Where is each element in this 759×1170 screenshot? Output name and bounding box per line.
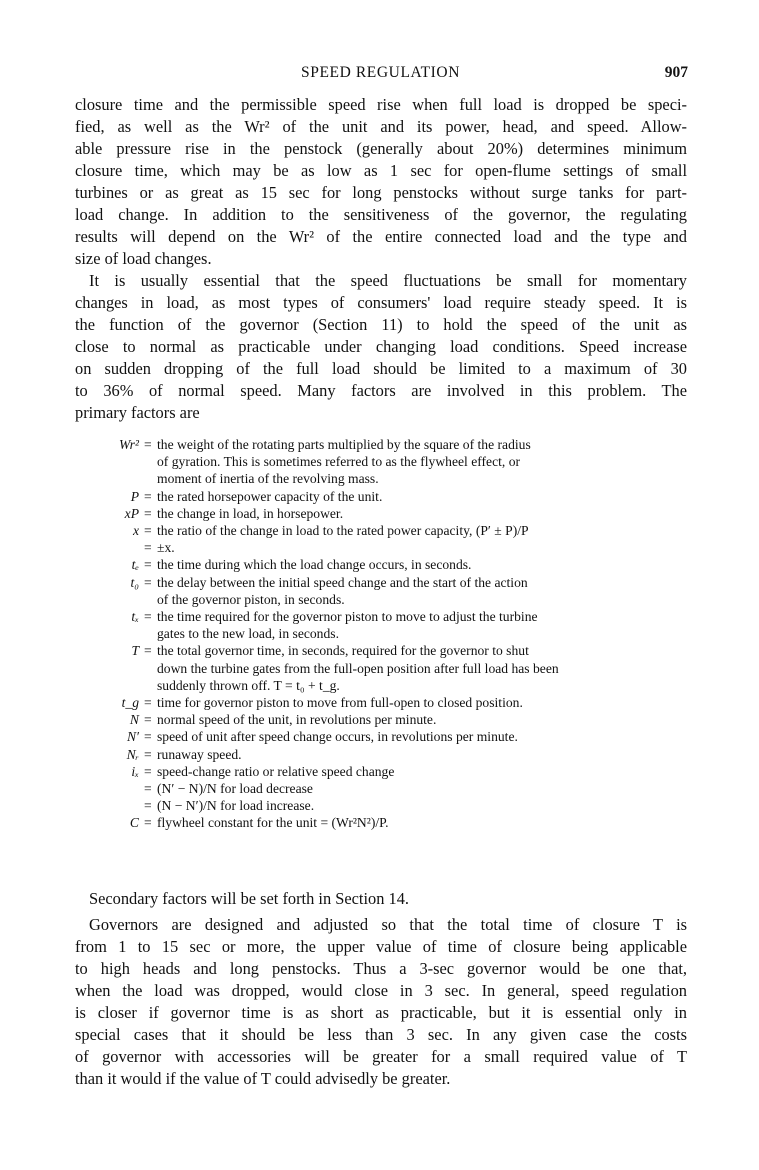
definition-item [75,711,687,728]
running-header [73,64,688,86]
definition-symbol: P [130,488,139,504]
text-line: fied, as well as the Wr² of the unit and its power, head, and speed. Allow- [75,117,687,136]
text-line: on sudden dropping of the full load should be limited to a maximum of 30 [75,359,687,378]
text-line: from 1 to 15 sec or more, the upper value of time of closure being applicable [75,937,687,956]
definition-item [75,763,687,815]
definition-text: suddenly thrown off. T = t₀ + t_g. [157,677,340,693]
definition-item [75,694,687,711]
definition-text: the change in load, in horsepower. [157,505,344,521]
definition-item [75,505,687,522]
definition-text: the rated horsepower capacity of the unit. [157,488,383,504]
equals-sign: = [144,505,152,521]
definition-symbol: N [129,712,139,728]
definition-text: of the governor piston, in seconds. [157,591,345,607]
text-line: close to normal as practicable under changing load conditions. Speed increase [75,337,687,356]
text-line: closure time, which may be as low as 1 sec for open-flume settings of small [75,161,687,180]
equals-sign: = [144,712,152,728]
definition-text: of gyration. This is sometimes referred to as the flywheel effect, or [157,454,521,470]
equals-sign: = [144,798,152,814]
definition-symbol: x [132,523,139,539]
equals-sign: = [144,488,152,504]
definition-continuation [144,797,687,814]
definition-item [75,488,687,505]
definition-symbol: tₓ [131,609,139,625]
definition-item [75,556,687,573]
equals-sign: = [144,523,152,539]
text-line: closure time and the permissible speed rise when full load is dropped be speci- [75,95,687,114]
definition-text: the ratio of the change in load to the rated power capacity, (P′ ± P)/P [157,523,529,539]
text-line: to 36% of normal speed. Many factors are involved in this problem. The [75,381,687,400]
definition-text: gates to the new load, in seconds. [157,626,339,642]
definition-symbol: iₓ [131,763,139,779]
text-line: special cases that it should be less than 3 sec. In any given case the costs [75,1025,687,1044]
definition-item [75,728,687,745]
definition-text: (N′ − N)/N for load decrease [157,781,313,797]
definition-symbol: Nᵣ [126,746,139,762]
equals-sign: = [144,815,152,831]
definition-text: flywheel constant for the unit = (Wr²N²)/P. [157,815,389,831]
equals-sign: = [144,437,152,452]
paragraph-1 [75,94,687,270]
definition-text: (N − N′)/N for load increase. [157,798,315,814]
definition-item [75,642,687,694]
definition-symbol: T [131,643,139,659]
equals-sign: = [144,695,152,711]
text-line: the function of the governor (Section 11) to hold the speed of the unit as [75,315,687,334]
equals-sign: = [144,609,152,625]
definition-text: the delay between the initial speed change and the start of the action [157,574,528,590]
definition-symbol: t₀ [130,574,139,590]
definition-text: ±x. [157,540,175,556]
equals-sign: = [144,574,152,590]
text-line: Governors are designed and adjusted so that the total time of closure T is [89,915,687,934]
definition-text: normal speed of the unit, in revolutions per minute. [157,712,437,728]
definition-symbol: N′ [126,729,139,745]
text-line: Secondary factors will be set forth in Section 14. [89,889,409,908]
definition-symbol: Wr² [119,437,139,452]
definition-item [75,814,687,831]
page-number: 907 [664,64,688,81]
definition-continuation [144,780,687,797]
text-line: able pressure rise in the penstock (generally about 20%) determines minimum [75,139,687,158]
text-line: load change. In addition to the sensitiveness of the governor, the regulating [75,205,687,224]
definition-text: the weight of the rotating parts multiplied by the square of the radius [157,437,531,452]
paragraph-4 [75,914,687,1090]
definition-text: moment of inertia of the revolving mass. [157,471,379,487]
definition-symbol: xP [124,505,139,521]
text-line: size of load changes. [75,249,212,268]
definition-continuation [144,539,687,556]
text-line: to high heads and long penstocks. Thus a 3-sec governor would be one that, [75,959,687,978]
page-title: SPEED REGULATION [301,64,460,81]
definition-item [75,436,687,488]
equals-sign: = [144,540,152,556]
paragraph-2 [75,270,687,424]
definition-item [75,574,687,608]
definition-text: speed-change ratio or relative speed change [157,763,395,779]
definitions-list [75,436,687,832]
definition-symbol: t_g [121,695,139,711]
definition-item [75,522,687,556]
paragraph-3 [75,888,687,910]
text-line: results will depend on the Wr² of the entire connected load and the type and [75,227,687,246]
text-line: It is usually essential that the speed fluctuations be small for momentary [89,271,687,290]
definition-text: the time required for the governor piston to move to adjust the turbine [157,609,538,625]
equals-sign: = [144,729,152,745]
definition-item [75,746,687,763]
definition-text: speed of unit after speed change occurs, in revolutions per minute. [157,729,518,745]
definition-text: the total governor time, in seconds, required for the governor to shut [157,643,529,659]
text-line: primary factors are [75,403,200,422]
text-line: when the load was dropped, would close in 3 sec. In general, speed regulation [75,981,687,1000]
equals-sign: = [144,746,152,762]
text-line: turbines or as great as 15 sec for long penstocks without surge tanks for part- [75,183,687,202]
equals-sign: = [144,781,152,797]
equals-sign: = [144,763,152,779]
definition-symbol: C [129,815,139,831]
definition-item [75,608,687,642]
text-line: than it would if the value of T could advisedly be greater. [75,1069,451,1088]
definition-text: runaway speed. [157,746,242,762]
text-line: is closer if governor time is as short as practicable, but it is essential only in [75,1003,687,1022]
definition-symbol: tₑ [131,557,139,573]
definition-text: the time during which the load change occurs, in seconds. [157,557,472,573]
text-line: of governor with accessories will be greater for a small required value of T [75,1047,687,1066]
definition-text: time for governor piston to move from full-open to closed position. [157,695,523,711]
text-line: changes in load, as most types of consumers' load require steady speed. It is [75,293,687,312]
equals-sign: = [144,557,152,573]
equals-sign: = [144,643,152,659]
definition-text: down the turbine gates from the full-open position after full load has been [157,660,559,676]
